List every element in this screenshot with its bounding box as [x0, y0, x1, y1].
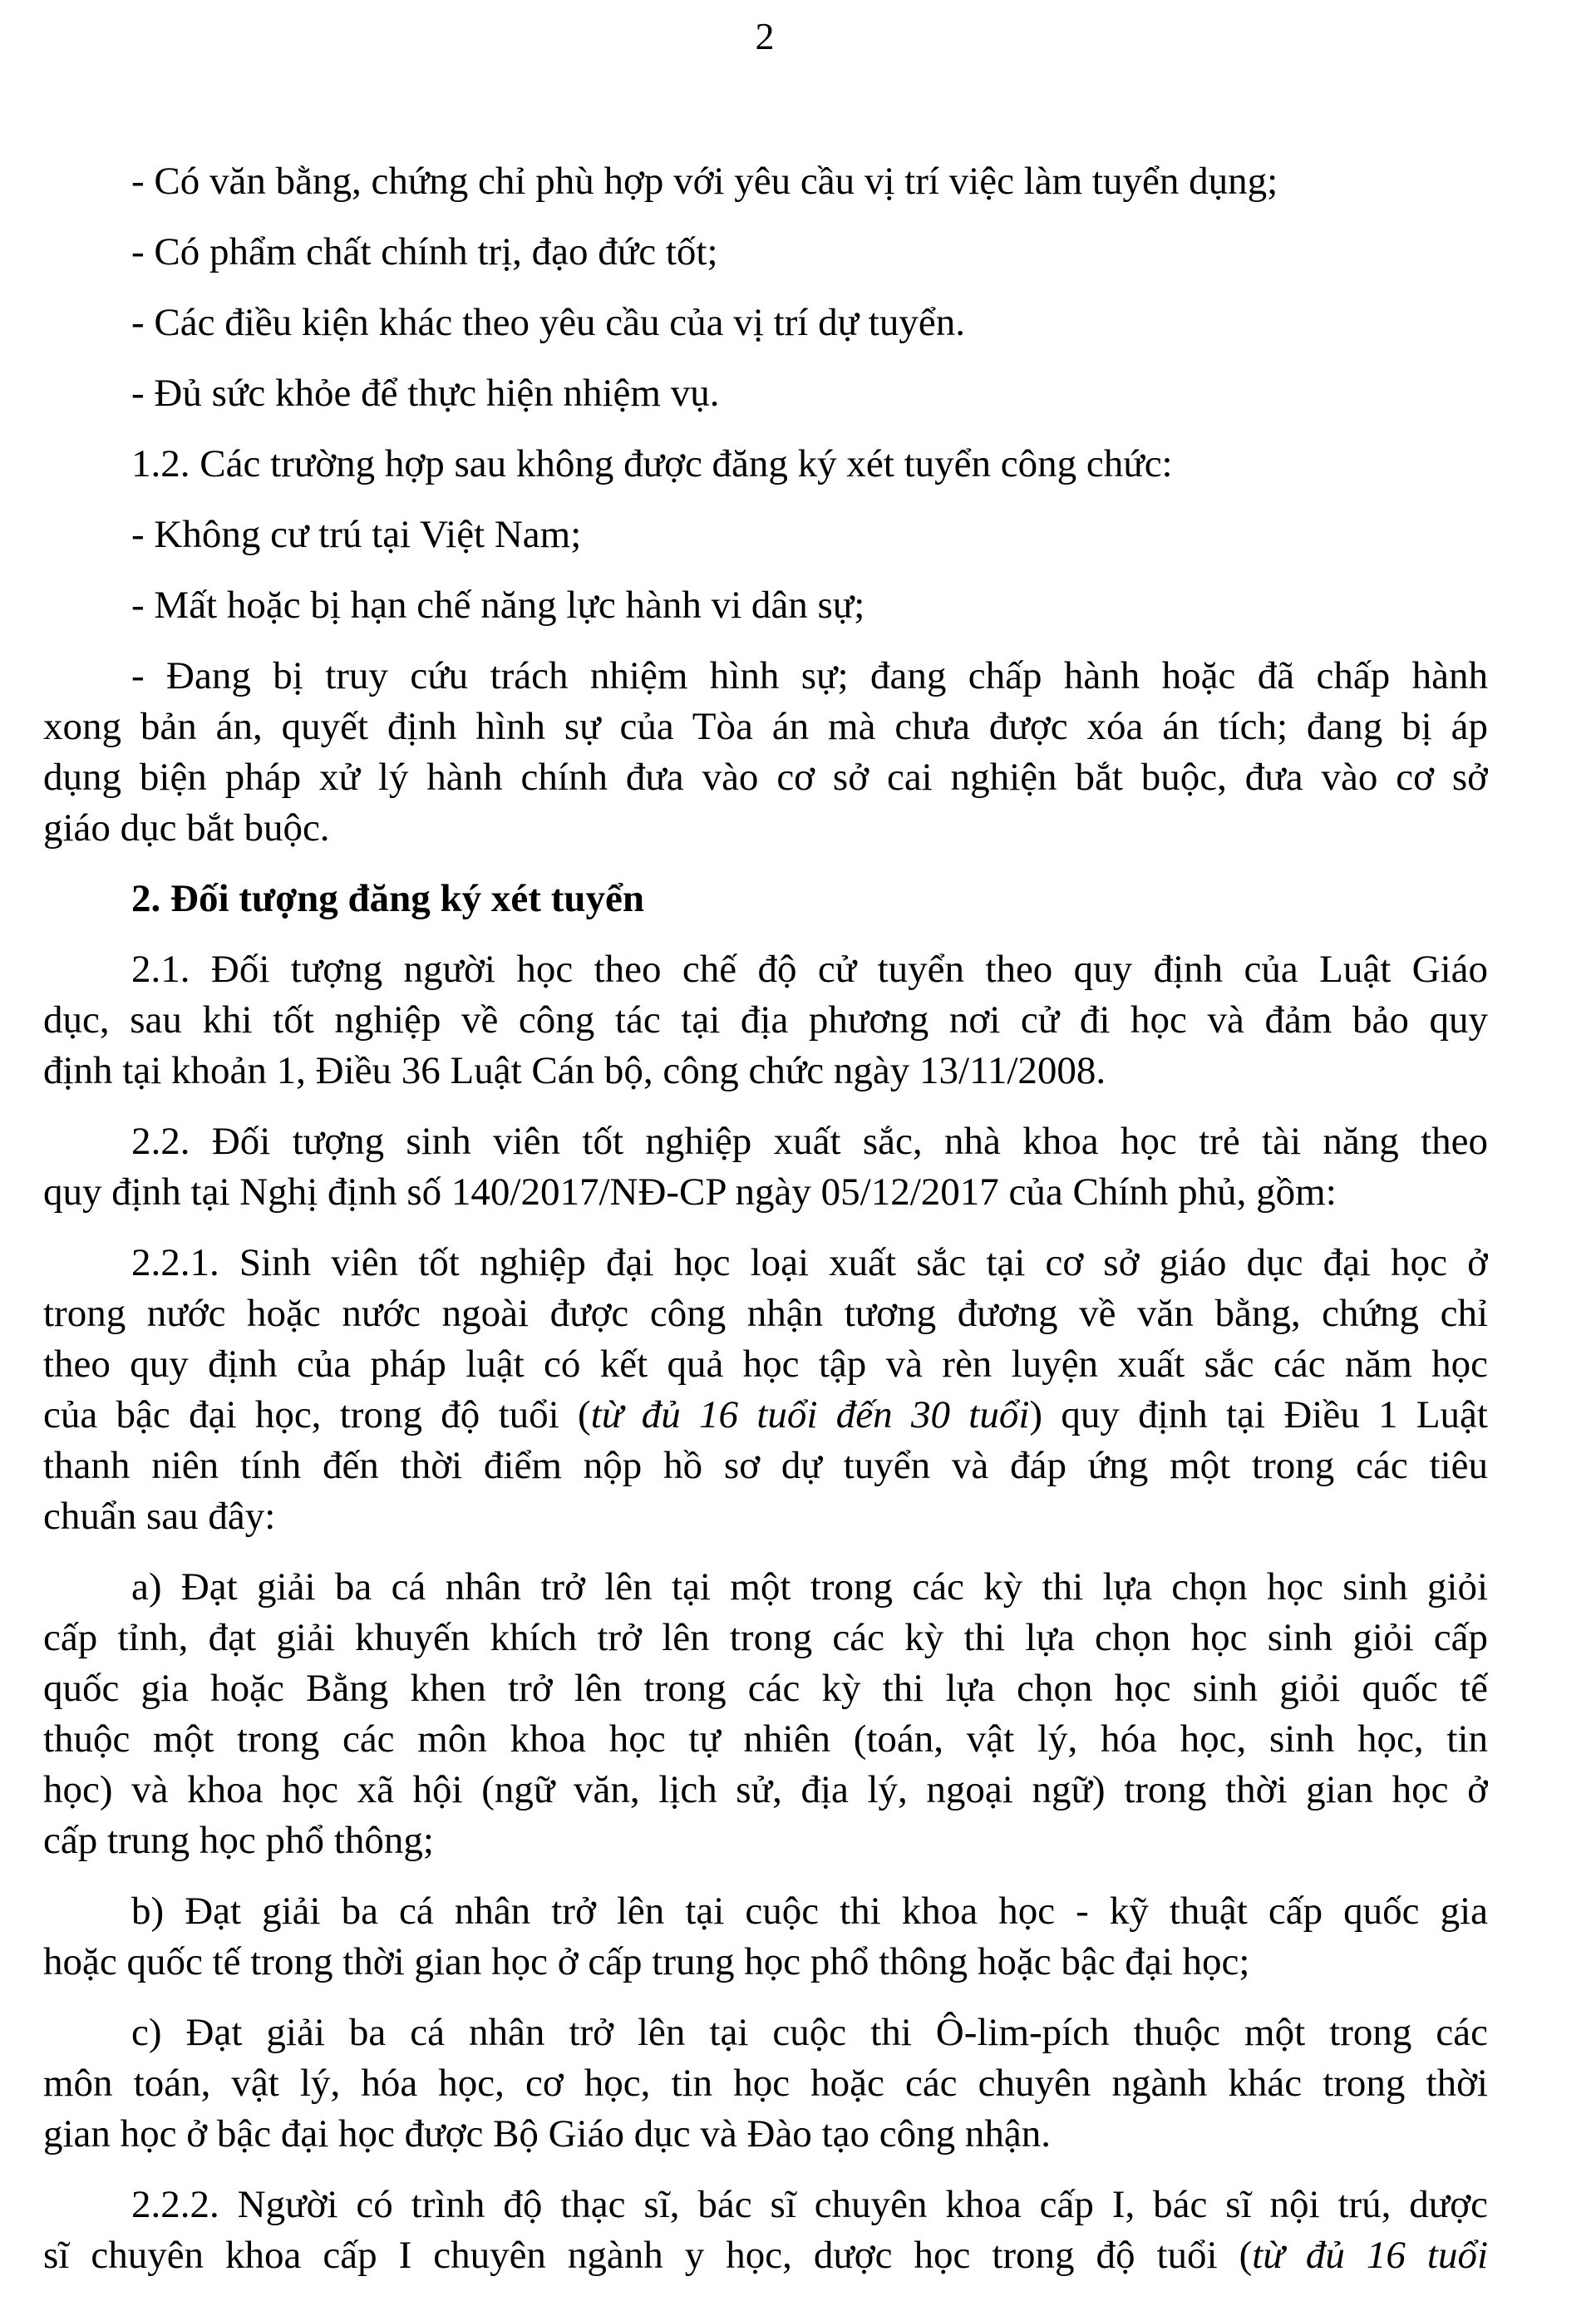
paragraph-excl-capacity: [43, 580, 1488, 631]
paragraph-excl-residence: [43, 510, 1488, 560]
text-segment: sĩ chuyên khoa cấp I chuyên ngành y học, dược học trong độ tuổi (: [43, 2234, 1253, 2277]
text-segment: quy định tại Nghị định số 140/2017/NĐ-CP ngày 05/12/2017 của Chính phủ, gồm:: [43, 1170, 1337, 1214]
document-body: [43, 156, 1488, 2301]
text-line: [43, 1937, 1488, 1988]
text-segment: - Đang bị truy cứu trách nhiệm hình sự; đang chấp hành hoặc đã chấp hành: [131, 654, 1488, 697]
text-line: [43, 439, 1488, 490]
paragraph-criterion-a: [43, 1562, 1488, 1866]
text-segment: 2.2.2. Người có trình độ thạc sĩ, bác sĩ chuyên khoa cấp I, bác sĩ nội trú, dược: [131, 2183, 1488, 2226]
text-segment: 2. Đối tượng đăng ký xét tuyển: [131, 877, 644, 920]
text-line: [43, 1562, 1488, 1613]
text-segment: ) quy định tại Điều 1 Luật: [1029, 1393, 1488, 1436]
paragraph-req-health: [43, 368, 1488, 419]
paragraph-excl-criminal: [43, 651, 1488, 854]
text-segment: giáo dục bắt buộc.: [43, 806, 330, 850]
page-number: 2: [755, 15, 775, 57]
text-line: [43, 2008, 1488, 2058]
italic-text: từ đủ 16 tuổi đến 30 tuổi: [590, 1393, 1030, 1436]
text-line: [43, 1886, 1488, 1937]
paragraph-req-ethics: [43, 227, 1488, 278]
text-line: [43, 944, 1488, 995]
italic-text: từ đủ 16 tuổi: [1252, 2234, 1488, 2277]
text-segment: cấp tỉnh, đạt giải khuyến khích trở lên trong các kỳ thi lựa chọn học sinh giỏi cấp: [43, 1616, 1488, 1659]
section-heading: [43, 874, 1488, 924]
text-line: [43, 1238, 1488, 1288]
text-segment: của bậc đại học, trong độ tuổi (: [43, 1393, 591, 1436]
text-line: [43, 1441, 1488, 1491]
text-line: [43, 803, 1488, 854]
text-segment: - Mất hoặc bị hạn chế năng lực hành vi dân sự;: [131, 584, 865, 627]
paragraph-section-2-1: [43, 944, 1488, 1096]
text-line: [43, 874, 1488, 924]
text-segment: định tại khoản 1, Điều 36 Luật Cán bộ, công chức ngày 13/11/2008.: [43, 1049, 1106, 1092]
text-segment: môn toán, vật lý, hóa học, cơ học, tin học hoặc các chuyên ngành khác trong thời: [43, 2062, 1488, 2105]
text-segment: - Các điều kiện khác theo yêu cầu của vị trí dự tuyển.: [131, 301, 965, 344]
text-line: [43, 156, 1488, 207]
text-line: [43, 1390, 1488, 1441]
text-segment: quốc gia hoặc Bằng khen trở lên trong các kỳ thi lựa chọn học sinh giỏi quốc tế: [43, 1667, 1488, 1710]
text-segment: b) Đạt giải ba cá nhân trở lên tại cuộc thi khoa học - kỹ thuật cấp quốc gia: [131, 1890, 1488, 1933]
text-line: [43, 2058, 1488, 2109]
text-segment: cấp trung học phổ thông;: [43, 1819, 434, 1862]
text-segment: - Có văn bằng, chứng chỉ phù hợp với yêu cầu vị trí việc làm tuyển dụng;: [131, 160, 1278, 203]
text-line: [43, 1167, 1488, 1218]
text-segment: học) và khoa học xã hội (ngữ văn, lịch sử, địa lý, ngoại ngữ) trong thời gian học ở: [43, 1768, 1488, 1811]
text-segment: xong bản án, quyết định hình sự của Tòa án mà chưa được xóa án tích; đang bị áp: [43, 705, 1488, 748]
text-line: [43, 510, 1488, 560]
text-segment: trong nước hoặc nước ngoài được công nhận tương đương về văn bằng, chứng chỉ: [43, 1292, 1488, 1335]
text-line: [43, 1816, 1488, 1866]
text-line: [43, 227, 1488, 278]
text-line: [43, 1613, 1488, 1663]
text-line: [43, 752, 1488, 803]
text-line: [43, 1714, 1488, 1765]
paragraph-section-2-2-1: [43, 1238, 1488, 1542]
text-line: [43, 580, 1488, 631]
text-segment: dục, sau khi tốt nghiệp về công tác tại địa phương nơi cử đi học và đảm bảo quy: [43, 998, 1488, 1042]
paragraph-section-1-2: [43, 439, 1488, 490]
text-segment: dụng biện pháp xử lý hành chính đưa vào cơ sở cai nghiện bắt buộc, đưa vào cơ sở: [43, 756, 1488, 799]
paragraph-req-other: [43, 298, 1488, 348]
paragraph-section-2-2-2: [43, 2180, 1488, 2281]
text-line: [43, 1765, 1488, 1816]
paragraph-criterion-b: [43, 1886, 1488, 1988]
text-segment: 2.1. Đối tượng người học theo chế độ cử tuyển theo quy định của Luật Giáo: [131, 948, 1488, 991]
text-line: [43, 995, 1488, 1046]
text-line: [43, 1288, 1488, 1339]
text-segment: 2.2. Đối tượng sinh viên tốt nghiệp xuất sắc, nhà khoa học trẻ tài năng theo: [131, 1120, 1488, 1163]
text-segment: 1.2. Các trường hợp sau không được đăng ký xét tuyển công chức:: [131, 442, 1173, 485]
text-line: [43, 1046, 1488, 1096]
text-line: [43, 2230, 1488, 2281]
paragraph-req-certificate: [43, 156, 1488, 207]
text-segment: thuộc một trong các môn khoa học tự nhiên (toán, vật lý, hóa học, sinh học, tin: [43, 1717, 1488, 1761]
text-segment: - Không cư trú tại Việt Nam;: [131, 513, 582, 556]
text-segment: thanh niên tính đến thời điểm nộp hồ sơ dự tuyển và đáp ứng một trong các tiêu: [43, 1444, 1488, 1487]
text-line: [43, 1663, 1488, 1714]
text-segment: gian học ở bậc đại học được Bộ Giáo dục và Đào tạo công nhận.: [43, 2112, 1051, 2156]
text-line: [43, 1116, 1488, 1167]
text-line: [43, 651, 1488, 702]
text-segment: theo quy định của pháp luật có kết quả học tập và rèn luyện xuất sắc các năm học: [43, 1343, 1488, 1386]
text-segment: hoặc quốc tế trong thời gian học ở cấp trung học phổ thông hoặc bậc đại học;: [43, 1940, 1250, 1983]
text-line: [43, 1339, 1488, 1390]
text-line: [43, 298, 1488, 348]
paragraph-criterion-c: [43, 2008, 1488, 2160]
text-line: [43, 702, 1488, 752]
text-segment: - Có phẩm chất chính trị, đạo đức tốt;: [131, 230, 718, 273]
text-line: [43, 2180, 1488, 2230]
text-segment: c) Đạt giải ba cá nhân trở lên tại cuộc thi Ô-lim-pích thuộc một trong các: [131, 2011, 1488, 2054]
text-segment: 2.2.1. Sinh viên tốt nghiệp đại học loại xuất sắc tại cơ sở giáo dục đại học ở: [131, 1241, 1488, 1284]
paragraph-section-2-2: [43, 1116, 1488, 1218]
text-line: [43, 2109, 1488, 2160]
text-segment: - Đủ sức khỏe để thực hiện nhiệm vụ.: [131, 372, 720, 415]
text-segment: chuẩn sau đây:: [43, 1495, 276, 1538]
text-line: [43, 368, 1488, 419]
text-line: [43, 1491, 1488, 1542]
text-segment: a) Đạt giải ba cá nhân trở lên tại một trong các kỳ thi lựa chọn học sinh giỏi: [131, 1565, 1488, 1609]
